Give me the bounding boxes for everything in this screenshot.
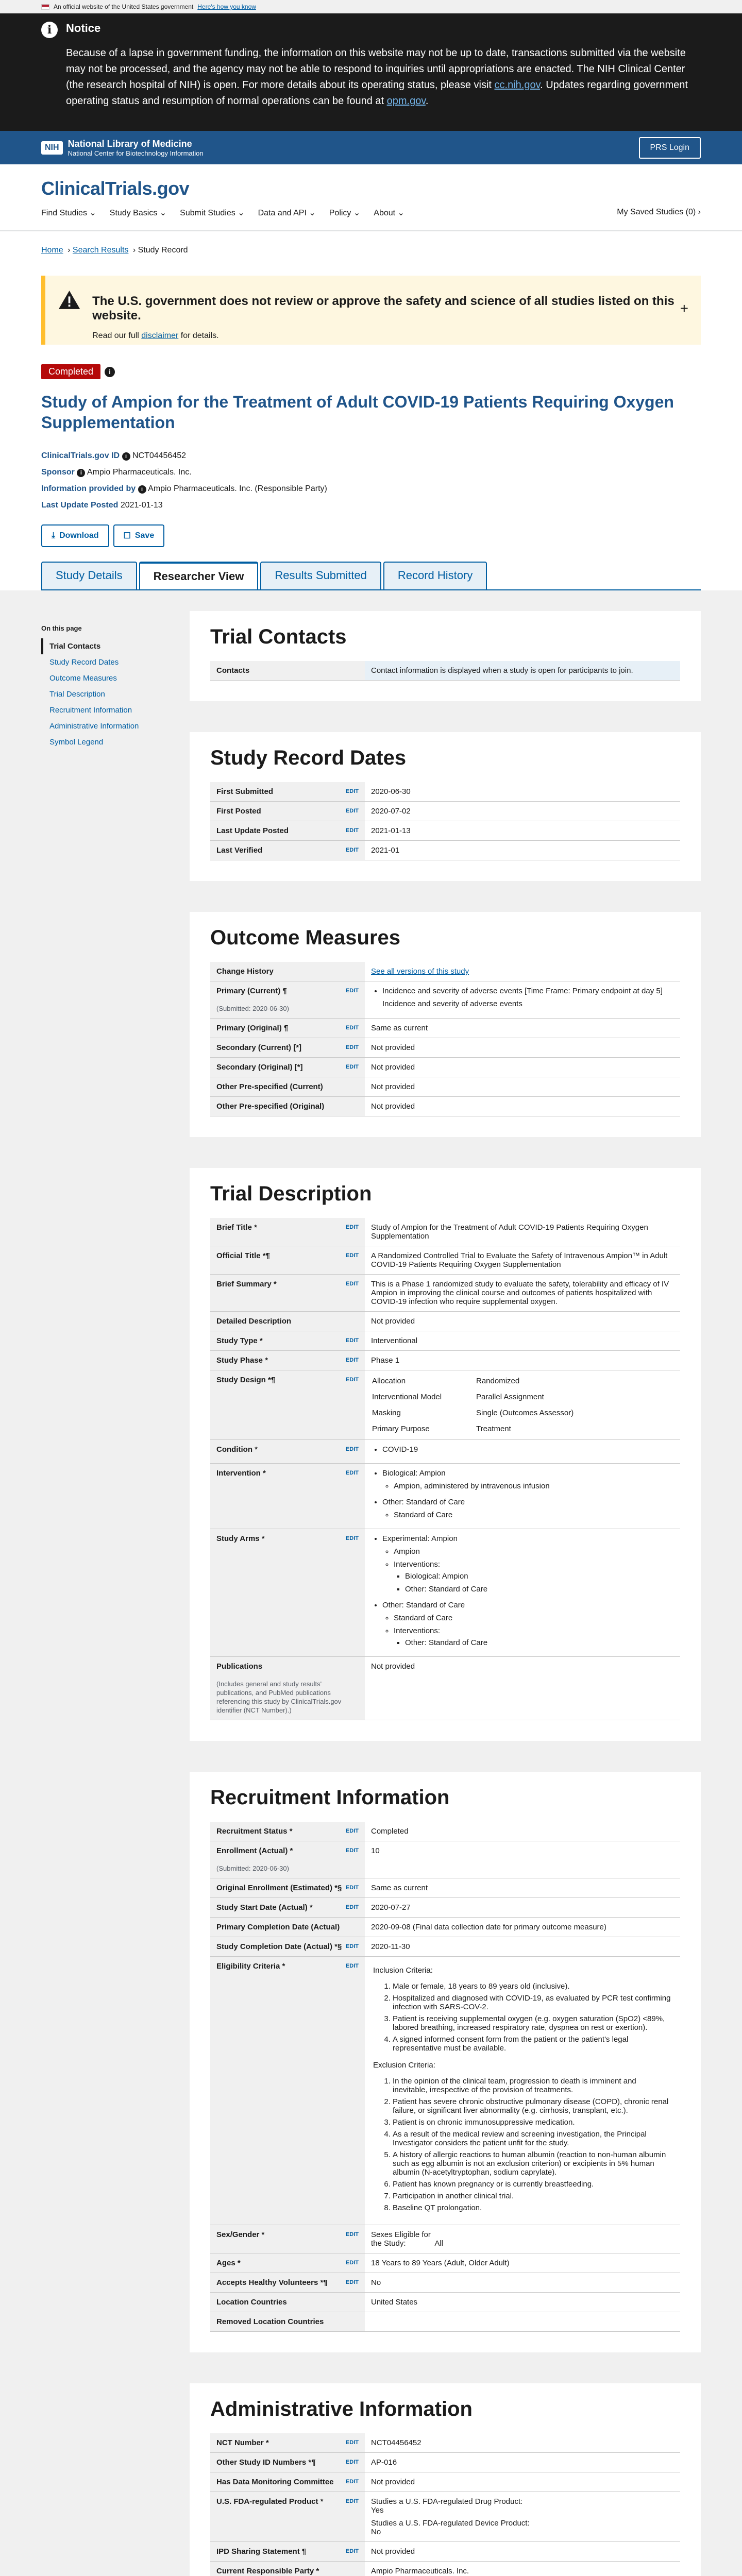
edit-link[interactable]: EDIT <box>345 1337 359 1344</box>
tab-results-submitted[interactable]: Results Submitted <box>260 562 381 589</box>
site-title[interactable]: ClinicalTrials.gov <box>41 178 190 199</box>
main-content-area <box>0 590 742 2576</box>
admin-table: NCT Number * EDIT NCT04456452 Other Study ID Numbers *¶ EDIT AP-016 Has Data Monitoring Committee EDIT Not provided U.S. FDA-regulated Product * EDIT Studies a U.S. FDA-regulated Drug Product: Yes Studies a U.S. FDA-regulated Device Product: No IPD Sharing Statement ¶ EDIT Not provided Current Responsible Party * Ampio Pharmaceuticals. Inc. <box>210 2433 680 2576</box>
side-nav-trial-description[interactable]: Trial Description <box>49 690 105 699</box>
notice-text: Because of a lapse in government funding, the information on this website may not be up to date, transactions submitted via the website may not be processed, and the agency may not be able to respond to inquiries until appropriations are enacted. The NIH Clinical Center (the research hospital of NIH) is open. For more details about its operating status, please visit cc.nih.gov. Updates regarding government operating status and resumption of normal operations can be found at opm.gov. <box>66 47 688 107</box>
edit-link[interactable]: EDIT <box>345 1252 359 1259</box>
download-icon: ⤓ <box>52 531 56 540</box>
trial-description-section <box>190 1168 701 1741</box>
edit-link[interactable]: EDIT <box>345 1446 359 1452</box>
edit-link[interactable]: EDIT <box>345 808 359 814</box>
primary-outcome-desc: Incidence and severity of adverse events <box>382 999 522 1008</box>
breadcrumb-home[interactable]: Home <box>41 246 63 255</box>
status-badge: Completed <box>41 364 100 379</box>
section-title: Study Record Dates <box>210 747 407 769</box>
section-title: Recruitment Information <box>210 1786 450 1809</box>
site-header <box>0 164 742 231</box>
tab-researcher-view[interactable]: Researcher View <box>139 562 259 589</box>
alert-title: The U.S. government does not review or approve the safety and science of all studies listed on this website. <box>92 294 674 323</box>
status-info-icon[interactable]: i <box>105 367 115 377</box>
trial-contacts-section <box>190 611 701 701</box>
cc-nih-link[interactable]: cc.nih.gov <box>494 79 541 91</box>
edit-link[interactable]: EDIT <box>345 2479 359 2485</box>
section-title: Trial Contacts <box>210 625 347 648</box>
edit-link[interactable]: EDIT <box>345 827 359 834</box>
recruitment-table: Recruitment Status * EDIT Completed Enrollment (Actual) * EDIT (Submitted: 2020-06-30) 10 Original Enrollment (Estimated) *§ EDIT Same as current Study Start Date (Actual) * EDIT 2020-07-27 Primary Completion Date (Actual) 2020-09-08 (Final data collection date for primary outcome measure) Study Completion Date (Actual) *§ EDIT 2020-11-30 Eligibility Criteria * EDIT Inclusion Criteria: 1. Male or female, 18 years to 89 years old (inclusive). 2. Hospitalized and diagnosed with COVID-19, as evaluated by PCR test confirming infection with SARS-COV-2. 3. Patient is receiving supplemental oxygen (e.g. oxygen saturation (SpO2) <89%, labored breathing, increased respiratory rate, dyspnea on rest or exertion). 4. A signed informed consent form from the patient or the patient's legal representative must be available. Exclusion Criteria: 1. In the opinion of the clinical team, progression to death is imminent and inevitable, irrespective of the provision of treatments. 2. Patient has severe chronic obstructive pulmonary disease (COPD), chronic renal failure, or significant liver abnormality (e.g. cirrhosis, transplant, etc.). 3. Patient is on chronic immunosuppressive medication. 4. As a result of the medical review and screening investigation, the Principal Investigator considers the patient unfit for the study. 5. A history of allergic reactions to human albumin (reaction to non-human albumin such as egg albumin is not an exclusion criterion) or excipients in 5% human albumin (N-acetyltryptophan, sodium caprylate). 6. Patient has known pregnancy or is currently breastfeeding. 7. Participation in another clinical trial. 8. Baseline QT prolongation. Sex/Gender * EDIT Sexes Eligible for the Study: All Ages * EDIT 18 Years to 89 Years (Adult, Older Adult) Accepts Healthy Volunteers *¶ EDIT No Location Countries United States Removed Location Countries <box>210 1822 680 2332</box>
on-this-page-nav <box>41 611 165 2576</box>
breadcrumb-current: Study Record <box>138 246 188 255</box>
save-icon: ☐ <box>123 532 131 540</box>
edit-link[interactable]: EDIT <box>345 1963 359 1969</box>
edit-link[interactable]: EDIT <box>345 2231 359 2238</box>
info-icon: i <box>41 22 58 38</box>
tab-study-details[interactable]: Study Details <box>41 562 137 589</box>
exclusion-heading: Exclusion Criteria: <box>373 2061 435 2070</box>
edit-link[interactable]: EDIT <box>345 1064 359 1070</box>
first-submitted-value: 2020-06-30 <box>365 782 680 802</box>
nav-find-studies[interactable]: Find Studies ⌄ <box>41 209 96 217</box>
inclusion-heading: Inclusion Criteria: <box>373 1966 433 1975</box>
edit-link[interactable]: EDIT <box>345 847 359 853</box>
record-dates-section <box>190 732 701 881</box>
last-update-value: 2021-01-13 <box>365 821 680 841</box>
contacts-value: Contact information is displayed when a study is open for participants to join. <box>365 661 680 681</box>
edit-link[interactable]: EDIT <box>345 1885 359 1891</box>
description-table: Brief Title * EDIT Study of Ampion for the Treatment of Adult COVID-19 Patients Requiring Oxygen Supplementation Official Title *¶ EDIT A Randomized Controlled Trial to Evaluate the Safety of Intravenous Ampion™ in Adult COVID-19 Patients Requiring Oxygen Supplementation Brief Summary * EDIT This is a Phase 1 randomized study to evaluate the safety, tolerability and efficacy of IV Ampion in improving the clinical course and outcomes of patients hospitalized with COVID-19 infection who require supplemental oxygen. Detailed Description Not provided Study Type * EDIT Interventional Study Phase * EDIT Phase 1 Study Design *¶ EDIT Allocation Randomized Interventional Model Parallel Assignment Masking Single (Outcomes Assessor) Primary Purpose Treatment Condition * EDIT • COVID-19 Intervention * EDIT • Biological: Ampion ◦ Ampion, administered by intravenous infusion • Other: Standard of Care ◦ Standard of Care Study Arms * EDIT • Experimental: Ampion ◦ Ampion ◦ Interventions: ▪ Biological: Ampion ▪ Other: Standard of Care • Other: Standard of Care ◦ Standard of Care ◦ Interventions: ▪ Other: Standard of Care Publications (Includes general and study results' publications, and PubMed publications referencing this study by ClinicalTrials.gov identifier (NCT Number).) Not provided <box>210 1218 680 1720</box>
study-tabs <box>41 562 701 590</box>
study-title: Study of Ampion for the Treatment of Adult COVID-19 Patients Requiring Oxygen Supplementation <box>41 393 674 432</box>
side-nav-admin[interactable]: Administrative Information <box>49 722 139 731</box>
nlm-title: National Library of Medicine <box>68 138 192 149</box>
disclaimer-link[interactable]: disclaimer <box>141 331 179 340</box>
change-history-link[interactable]: See all versions of this study <box>371 967 469 976</box>
side-nav-recruitment[interactable]: Recruitment Information <box>49 706 132 715</box>
edit-link[interactable]: EDIT <box>345 788 359 794</box>
edit-link[interactable]: EDIT <box>345 2548 359 2554</box>
edit-link[interactable]: EDIT <box>345 1377 359 1383</box>
heres-how-link[interactable]: Here's how you know <box>197 3 256 10</box>
us-flag-icon <box>41 4 49 10</box>
edit-link[interactable]: EDIT <box>345 2260 359 2266</box>
sponsor-value: Ampio Pharmaceuticals. Inc. <box>87 468 192 477</box>
edit-link[interactable]: EDIT <box>345 1943 359 1950</box>
gov-banner <box>0 0 742 13</box>
dates-table: First Submitted EDIT 2020-06-30 First Posted EDIT 2020-07-02 Last Update Posted EDIT 2021-01-13 Last Verified EDIT 2021-01 <box>210 782 680 860</box>
edit-link[interactable]: EDIT <box>345 1281 359 1287</box>
condition-item: • COVID-19 <box>382 1445 674 1454</box>
nlm-subtitle: National Center for Biotechnology Information <box>68 149 204 157</box>
edit-link[interactable]: EDIT <box>345 1470 359 1476</box>
design-table: Allocation Randomized Interventional Model Parallel Assignment Masking Single (Outcomes Assessor) Primary Purpose Treatment <box>372 1377 574 1433</box>
contacts-table <box>210 661 680 681</box>
edit-link[interactable]: EDIT <box>345 1224 359 1230</box>
edit-link[interactable]: EDIT <box>345 1044 359 1050</box>
prs-login-button[interactable]: PRS Login <box>639 137 701 159</box>
main-nav <box>41 208 701 218</box>
download-button[interactable]: ⤓ Download <box>41 524 109 547</box>
disclaimer-alert <box>41 276 701 345</box>
warning-icon <box>58 289 81 311</box>
recruitment-section <box>190 1772 701 2352</box>
section-title: Administrative Information <box>210 2398 473 2420</box>
nct-id: NCT04456452 <box>132 451 187 460</box>
last-verified-value: 2021-01 <box>365 841 680 860</box>
nav-about[interactable]: About ⌄ <box>374 209 404 217</box>
shutdown-notice <box>0 13 742 131</box>
edit-link[interactable]: EDIT <box>345 2498 359 2504</box>
save-button[interactable]: ☐ Save <box>113 524 165 547</box>
side-nav-legend[interactable]: Symbol Legend <box>49 738 104 747</box>
admin-section <box>190 2383 701 2576</box>
edit-link[interactable]: EDIT <box>345 1025 359 1031</box>
notice-title: Notice <box>66 22 101 35</box>
nav-submit-studies[interactable]: Submit Studies ⌄ <box>180 209 245 217</box>
nih-logo: NIH <box>41 141 63 155</box>
saved-studies-link[interactable]: My Saved Studies (0) › <box>617 208 701 216</box>
nav-study-basics[interactable]: Study Basics ⌄ <box>109 209 167 217</box>
edit-link[interactable]: EDIT <box>345 2439 359 2446</box>
update-value: 2021-01-13 <box>120 501 163 510</box>
sponsor-info-icon[interactable]: i <box>77 469 85 477</box>
nav-data-api[interactable]: Data and API ⌄ <box>258 209 316 217</box>
arms-list: • Experimental: Ampion ◦ Ampion ◦ Interventions: ▪ Biological: Ampion ▪ Other: Standard of Care • Other: Standard of Care ◦ Standard of Care ◦ Interventions: ▪ Other: Standard of Care <box>382 1534 674 1647</box>
edit-link[interactable]: EDIT <box>345 1904 359 1910</box>
first-posted-value: 2020-07-02 <box>365 802 680 821</box>
tab-record-history[interactable]: Record History <box>383 562 487 589</box>
edit-link[interactable]: EDIT <box>345 1535 359 1541</box>
side-nav-trial-contacts[interactable]: Trial Contacts <box>41 638 165 654</box>
edit-link[interactable]: EDIT <box>345 2459 359 2465</box>
provided-value: Ampio Pharmaceuticals. Inc. (Responsible Party) <box>148 484 327 493</box>
nlm-logo[interactable] <box>41 139 204 157</box>
study-meta: ClinicalTrials.gov ID i NCT04456452 Sponsor i Ampio Pharmaceuticals. Inc. Information provided by i Ampio Pharmaceuticals. Inc. (Responsible Party) Last Update Posted 2021-01-13 <box>41 451 327 510</box>
edit-link[interactable]: EDIT <box>345 988 359 994</box>
outcomes-table: Change History See all versions of this study Primary (Current) ¶ EDIT (Submitted: 2020-06-30) • Incidence and severity of adverse events [Time Frame: Primary endpoint at day 5] Incidence and severity of adverse events Primary (Original) ¶ EDIT Same as current Secondary (Current) [*] EDIT Not provided Secondary (Original) [*] EDIT Not provided Other Pre-specified (Current) Not provided Other Pre-specified (Original) Not provided <box>210 962 680 1116</box>
breadcrumb: Home › Search Results › Study Record <box>41 246 188 255</box>
alert-text: Read our full disclaimer for details. <box>92 331 219 340</box>
id-info-icon[interactable]: i <box>122 452 130 461</box>
edit-link[interactable]: EDIT <box>345 1828 359 1834</box>
side-nav-heading: On this page <box>41 624 82 632</box>
exclusion-list: 1. In the opinion of the clinical team, progression to death is imminent and inevitable, irrespective of the provision of treatments. 2. Patient has severe chronic obstructive pulmonary disease (COPD), chronic renal failure, or significant liver abnormality (e.g. cirrhosis, transplant, etc.). 3. Patient is on chronic immunosuppressive medication. 4. As a result of the medical review and screening investigation, the Principal Investigator considers the patient unfit for the study. 5. A history of allergic reactions to human albumin (reaction to non-human albumin such as egg albumin is not an exclusion criterion) or excipients in 5% human albumin (N-acetyltryptophan, sodium caprylate). 6. Patient has known pregnancy or is currently breastfeeding. 7. Participation in another clinical trial. 8. Baseline QT prolongation. <box>393 2077 672 2212</box>
row-label: Contacts <box>210 661 365 681</box>
side-nav-outcome-measures[interactable]: Outcome Measures <box>49 674 117 683</box>
edit-link[interactable]: EDIT <box>345 2279 359 2285</box>
breadcrumb-search[interactable]: Search Results <box>72 246 129 255</box>
inclusion-list: 1. Male or female, 18 years to 89 years old (inclusive). 2. Hospitalized and diagnosed with COVID-19, as evaluated by PCR test confirming infection with SARS-COV-2. 3. Patient is receiving supplemental oxygen (e.g. oxygen saturation (SpO2) <89%, labored breathing, increased respiratory rate, dyspnea on rest or exertion). 4. A signed informed consent form from the patient or the patient's legal representative must be available. <box>393 1982 672 2053</box>
nav-policy[interactable]: Policy ⌄ <box>329 209 361 217</box>
outcome-measures-section <box>190 912 701 1137</box>
section-title: Outcome Measures <box>210 926 401 949</box>
primary-outcome: • Incidence and severity of adverse events [Time Frame: Primary endpoint at day 5] <box>382 987 674 995</box>
opm-link[interactable]: opm.gov <box>386 95 426 107</box>
edit-link[interactable]: EDIT <box>345 1357 359 1363</box>
section-title: Trial Description <box>210 1182 372 1205</box>
provided-info-icon[interactable]: i <box>138 485 146 494</box>
nlm-bar <box>0 131 742 164</box>
edit-link[interactable]: EDIT <box>345 1848 359 1854</box>
side-nav-record-dates[interactable]: Study Record Dates <box>49 658 119 667</box>
gov-banner-text: An official website of the United States government <box>54 3 194 10</box>
expand-icon[interactable]: + <box>680 300 688 316</box>
intervention-list: • Biological: Ampion ◦ Ampion, administered by intravenous infusion • Other: Standard of Care ◦ Standard of Care <box>382 1469 674 1519</box>
